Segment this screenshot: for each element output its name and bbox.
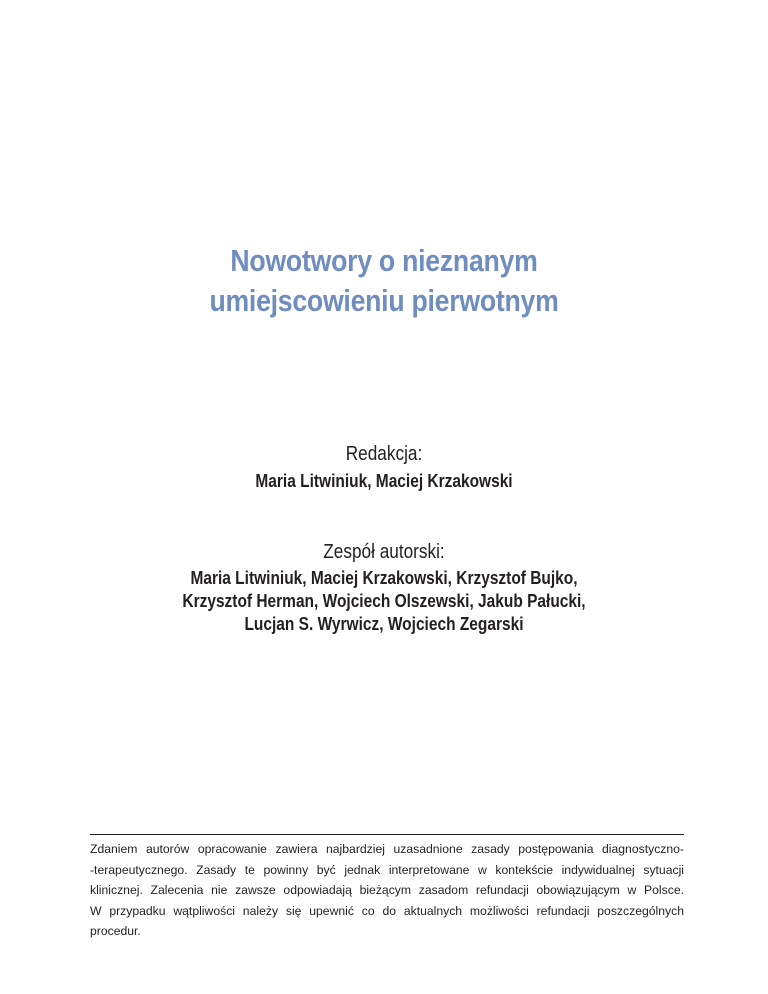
document-title-line-2: umiejscowieniu pierwotnym [209, 283, 559, 318]
disclaimer-divider [90, 834, 684, 835]
disclaimer-line-1: Zdaniem autorów opracowanie zawiera najbardziej uzasadnione zasady postępowania diagnostyczno- [90, 842, 684, 856]
authors-names-line-1: Maria Litwiniuk, Maciej Krzakowski, Krzysztof Bujko, [190, 568, 578, 588]
disclaimer-line-3: klinicznej. Zalecenia nie zawsze odpowiadają bieżącym zasadom refundacji obowiązującym w Polsce. [90, 883, 684, 898]
document-title [54, 241, 714, 321]
authors-names-line-2: Krzysztof Herman, Wojciech Olszewski, Jakub Pałucki, [182, 591, 586, 611]
authors-names-line-3: Lucjan S. Wyrwicz, Wojciech Zegarski [244, 614, 524, 634]
editors-label: Redakcja: [345, 443, 423, 465]
disclaimer-line-2: -terapeutycznego. Zasady te powinny być jednak interpretowane w kontekście indywidualnej sytuacji [90, 862, 684, 877]
authors-names [54, 567, 714, 636]
disclaimer-line-4: W przypadku wątpliwości należy się upewnić co do aktualnych możliwości refundacji poszczególnych [90, 903, 684, 918]
document-title-line-1: Nowotwory o nieznanym [230, 243, 538, 278]
disclaimer-line-5: procedur. [90, 924, 141, 939]
editors-names: Maria Litwiniuk, Maciej Krzakowski [255, 471, 513, 491]
disclaimer-text [90, 839, 684, 942]
authors-label: Zespół autorski: [323, 541, 445, 563]
